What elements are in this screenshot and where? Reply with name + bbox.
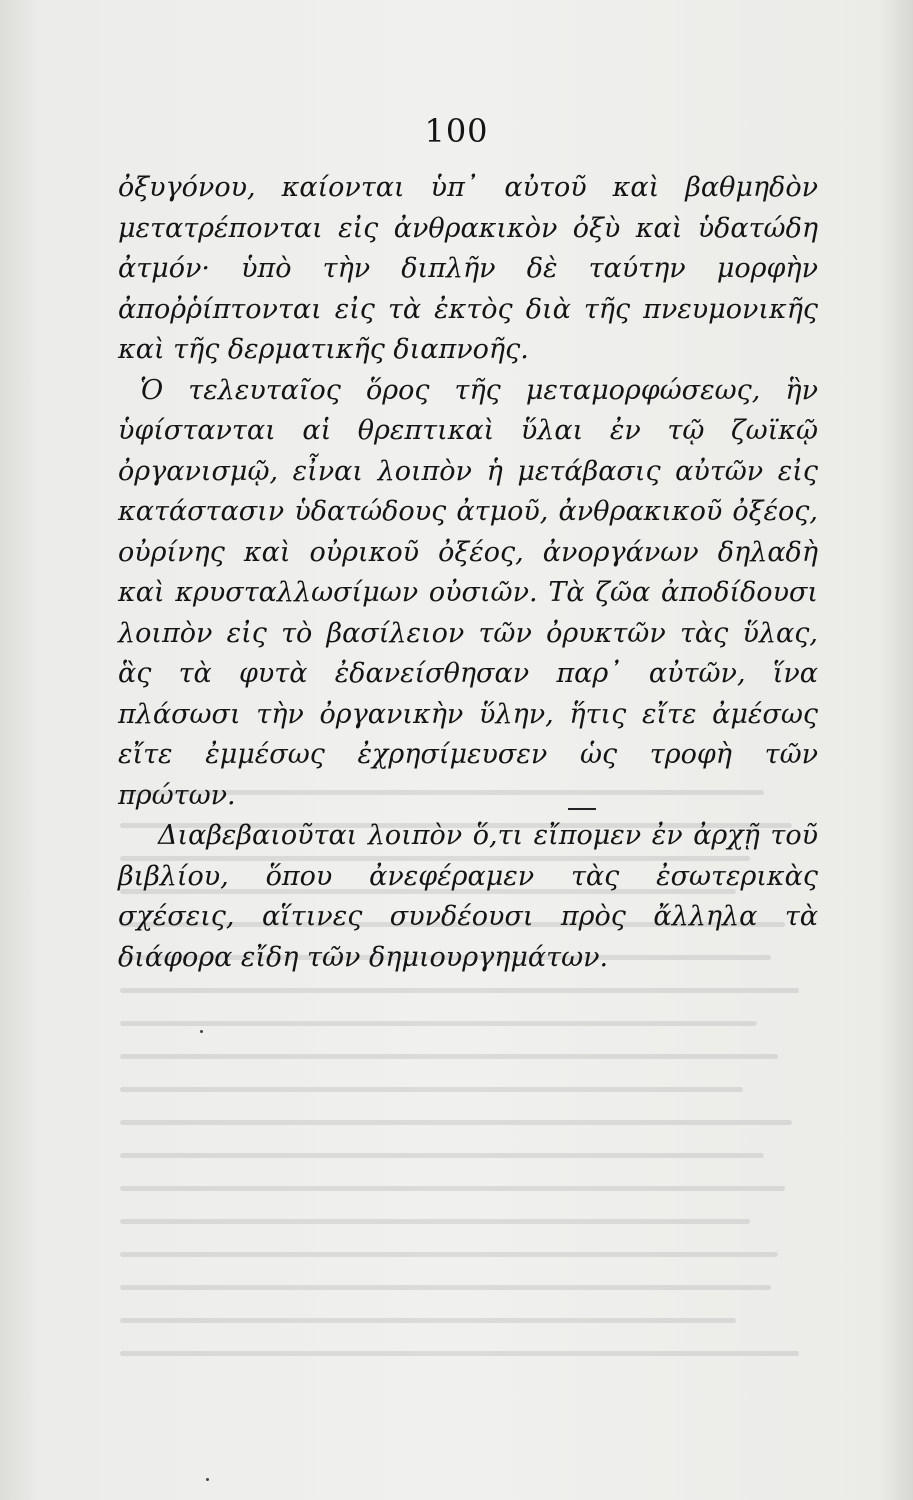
- paragraph-3: Διαβεβαιοῦται λοιπὸν ὅ,τι εἴπομεν ἐν ἀρχῇ τοῦ βιβλίου, ὅπου ἀνεφέραμεν τὰς ἐσωτερικὰς σχέσεις, αἵτινες συνδέουσι πρὸς ἄλληλα τὰ διάφορα εἴδη τῶν δημιουργημάτων.: [118, 820, 818, 973]
- paragraph-2: Ὁ τελευταῖος ὅρος τῆς μεταμορφώσεως, ἣν ὑφίστανται αἱ θρεπτικαὶ ὕλαι ἐν τῷ ζωϊκῷ ὀργανισμῷ, εἶναι λοιπὸν ἡ μετάβασις αὐτῶν εἰς κατάστασιν ὑδατώδους ἀτμοῦ, ἀνθρακικοῦ ὀξέος, οὐρίνης καὶ οὐρικοῦ ὀξέος, ἀνοργάνων δηλαδὴ καὶ κρυσταλλωσίμων οὐσιῶν. Τὰ ζῶα ἀποδίδουσι λοιπὸν εἰς τὸ βασίλειον τῶν ὀρυκτῶν τὰς ὕλας, ἃς τὰ φυτὰ ἐδανείσθησαν παρ᾽ αὐτῶν, ἵνα πλάσωσι τὴν ὀργανικὴν ὕλην, ἥτις εἴτε ἀμέσως εἴτε ἐμμέσως ἐχρησίμευσεν ὡς τροφὴ τῶν πρώτων.: [118, 374, 818, 811]
- end-mark: [568, 808, 596, 810]
- paragraph-1: ὀξυγόνου, καίονται ὑπ᾽ αὐτοῦ καὶ βαθμηδὸν μετατρέπονται εἰς ἀνθρακικὸν ὀξὺ καὶ ὑδατώδη ἀτμόν· ὑπὸ τὴν διπλῆν δὲ ταύτην μορφὴν ἀποῤῥίπτονται εἰς τὰ ἐκτὸς διὰ τῆς πνευμονικῆς καὶ τῆς δερματικῆς διαπνοῆς.: [118, 172, 818, 365]
- body-text: [118, 168, 818, 978]
- page-number: 100: [424, 112, 489, 150]
- paper-speck: [206, 1478, 209, 1481]
- paper-speck: [200, 1030, 203, 1033]
